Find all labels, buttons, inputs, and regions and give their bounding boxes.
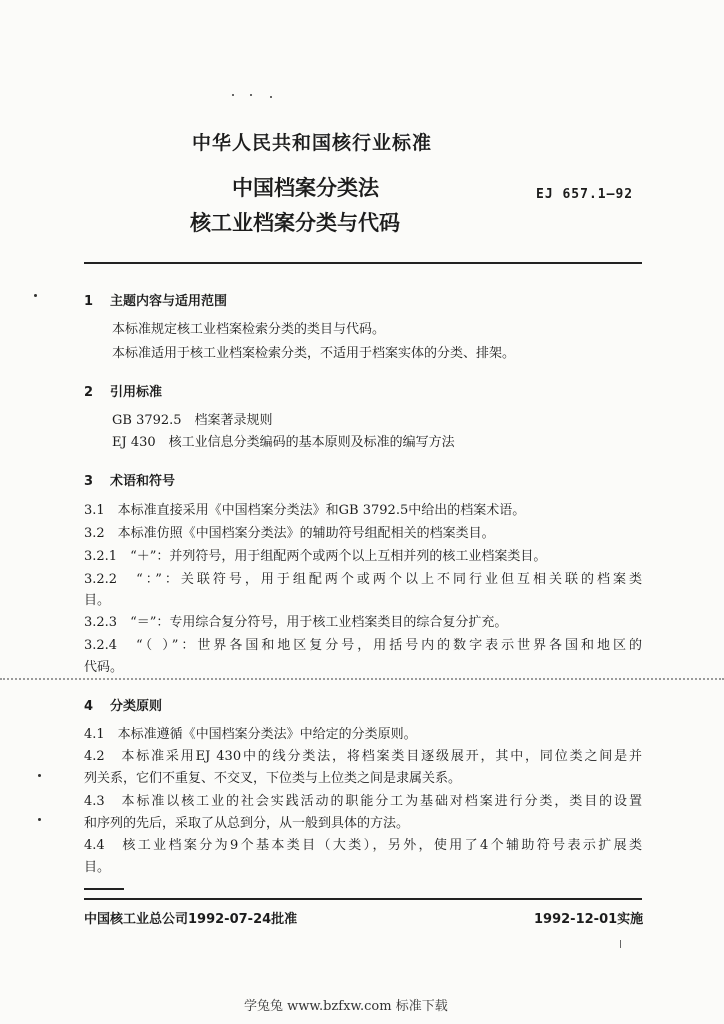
header-rule: [84, 262, 642, 264]
standard-code: EJ 657.1—92: [536, 187, 634, 202]
section-heading-4: [84, 695, 162, 714]
scan-fold-line: [0, 678, 724, 680]
scan-speck: [232, 94, 234, 96]
scan-speck: [270, 96, 272, 98]
section-number: 4: [84, 699, 94, 714]
section-heading-3: [84, 470, 175, 489]
section-title: 引用标准: [110, 385, 163, 400]
clause-4-1: 4.1 本标准遵循《中国档案分类法》中给定的分类原则。: [84, 727, 417, 742]
clause-4-2-cont: 列关系，它们不重复、不交叉，下位类与上位类之间是隶属关系。: [84, 771, 462, 786]
clause-4-4-cont: 目。: [84, 860, 111, 875]
clause-3-2-1: 3.2.1 “＋”：并列符号，用于组配两个或两个以上互相并列的核工业档案类目。: [84, 549, 547, 564]
clause-3-2-3: 3.2.3 “＝”：专用综合复分符号，用于核工业档案类目的综合复分扩充。: [84, 615, 508, 630]
footer-rule: [84, 898, 642, 900]
watermark: 学兔兔 www.bzfxw.com 标准下载: [244, 999, 448, 1014]
clause-3-2-2-cont: 目。: [84, 593, 111, 608]
paragraph: 本标准规定核工业档案检索分类的类目与代码。: [112, 322, 386, 337]
clause-4-3: 4.3 本标准以核工业的社会实践活动的职能分工为基础对档案进行分类，类目的设置: [84, 794, 642, 809]
reference-item: EJ 430 核工业信息分类编码的基本原则及标准的编写方法: [112, 435, 455, 450]
clause-3-2: 3.2 本标准仿照《中国档案分类法》的辅助符号组配相关的档案类目。: [84, 526, 495, 541]
approval-date: 中国核工业总公司1992-07-24批准: [84, 912, 298, 927]
issuing-organization: 中华人民共和国核行业标准: [192, 132, 433, 154]
paragraph: 本标准适用于核工业档案检索分类，不适用于档案实体的分类、排架。: [112, 346, 516, 361]
clause-4-3-cont: 和序列的先后，采取了从总到分，从一般到具体的方法。: [84, 816, 410, 831]
margin-dot: [38, 818, 41, 821]
title-line-1: 中国档案分类法: [232, 176, 379, 200]
section-number: 3: [84, 474, 94, 489]
section-heading-1: [84, 290, 227, 309]
section-number: 1: [84, 294, 94, 309]
section-title: 术语和符号: [110, 474, 176, 489]
clause-3-2-2: 3.2.2 “：”：关联符号，用于组配两个或两个以上不同行业但互相关联的档案类: [84, 572, 642, 587]
margin-dot: [38, 774, 41, 777]
section-title: 分类原则: [110, 699, 163, 714]
footer-short-rule: [84, 888, 124, 890]
title-line-2: 核工业档案分类与代码: [190, 211, 400, 235]
scan-speck: [620, 940, 621, 948]
clause-4-2: 4.2 本标准采用EJ 430中的线分类法，将档案类目逐级展开，其中，同位类之间是并: [84, 749, 642, 764]
scan-speck: [250, 94, 252, 96]
section-number: 2: [84, 385, 94, 400]
clause-3-2-4-cont: 代码。: [84, 660, 124, 675]
clause-4-4: 4.4 核工业档案分为9个基本类目（大类），另外，使用了4个辅助符号表示扩展类: [84, 838, 642, 853]
section-title: 主题内容与适用范围: [110, 294, 228, 309]
reference-item: GB 3792.5 档案著录规则: [112, 413, 273, 428]
margin-dot: [34, 294, 37, 297]
clause-3-1: 3.1 本标准直接采用《中国档案分类法》和GB 3792.5中给出的档案术语。: [84, 503, 526, 518]
section-heading-2: [84, 381, 162, 400]
clause-3-2-4: 3.2.4 “（ ）”：世界各国和地区复分号，用括号内的数字表示世界各国和地区的: [84, 638, 642, 653]
effective-date: 1992-12-01实施: [534, 912, 644, 927]
